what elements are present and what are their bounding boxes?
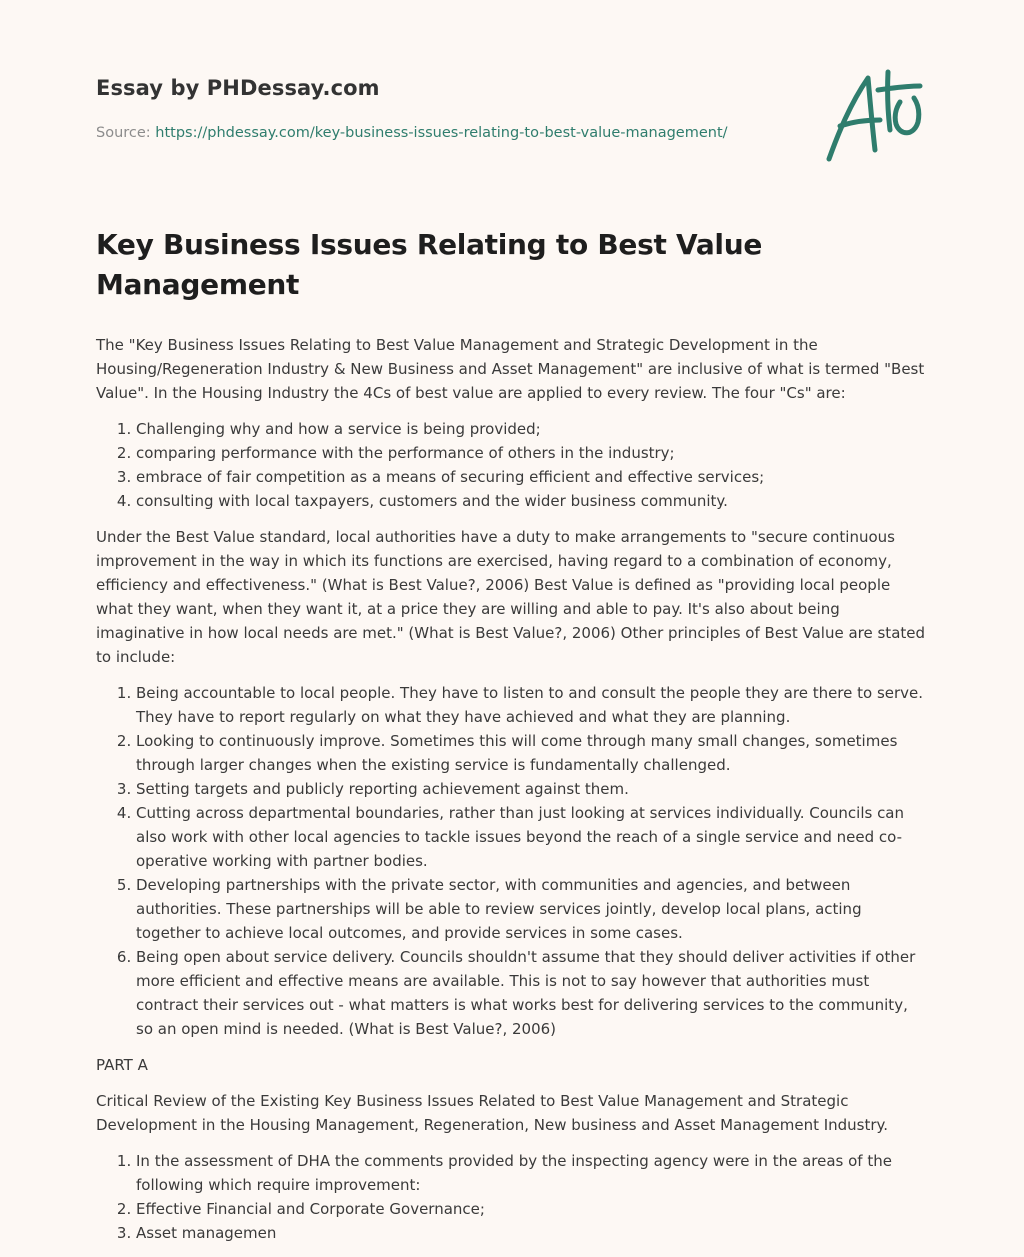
part-a-intro: Critical Review of the Existing Key Business Issues Related to Best Value Management and Strategic Development in the Housing Management, Regeneration, New business and Asset Management Industry. bbox=[96, 1092, 889, 1134]
list-item: 3. Setting targets and publicly reporting achievement against them. bbox=[136, 777, 928, 801]
list-item: 5. Developing partnerships with the private sector, with communities and agencies, and between authorities. These partnerships will be able to review services jointly, develop local plans, acting together to achieve local outcomes, and provide services in some cases. bbox=[136, 873, 928, 945]
list-item: 6. Being open about service delivery. Councils shouldn't assume that they should deliver activities if other more efficient and effective means are available. This is not to say however that authorities must contract their services out - what matters is what works best for delivering services to the community, so an open mind is needed. (What is Best Value?, 2006) bbox=[136, 945, 928, 1041]
list-item: 2. Looking to continuously improve. Sometimes this will come through many small changes, sometimes through larger changes when the existing service is fundamentally challenged. bbox=[136, 729, 928, 777]
source-line bbox=[96, 125, 728, 141]
four-cs-list bbox=[96, 417, 928, 513]
a-plus-grade-icon bbox=[818, 64, 928, 170]
principles-list bbox=[96, 681, 928, 1041]
part-a-list bbox=[96, 1149, 928, 1245]
source-link[interactable]: https://phdessay.com/key-business-issues-relating-to-best-value-management/ bbox=[155, 125, 728, 141]
part-a-heading: PART A bbox=[96, 1056, 148, 1074]
list-item: 2. comparing performance with the performance of others in the industry; bbox=[136, 441, 928, 465]
list-item: 4. consulting with local taxpayers, customers and the wider business community. bbox=[136, 489, 928, 513]
list-item: 1. In the assessment of DHA the comments provided by the inspecting agency were in the areas of the following which require improvement: bbox=[136, 1149, 928, 1197]
intro-paragraph: The "Key Business Issues Relating to Best Value Management and Strategic Development in the Housing/Regeneration Industry & New Business and Asset Management" are inclusive of what is termed "Best Value". In the Housing Industry the 4Cs of best value are applied to every review. The four "Cs" are: bbox=[96, 336, 925, 402]
list-item: 4. Cutting across departmental boundaries, rather than just looking at services individually. Councils can also work with other local agencies to tackle issues beyond the reach of a single service and need co-operative working with partner bodies. bbox=[136, 801, 928, 873]
best-value-paragraph: Under the Best Value standard, local authorities have a duty to make arrangements to "secure continuous improvement in the way in which its functions are exercised, having regard to a combination of economy, efficiency and effectiveness." (What is Best Value?, 2006) Best Value is defined as "providing local people what they want, when they want it, at a price they are willing and able to pay. It's also about being imaginative in how local needs are met." (What is Best Value?, 2006) Other principles of Best Value are stated to include: bbox=[96, 528, 926, 666]
list-item: 1. Challenging why and how a service is being provided; bbox=[136, 417, 928, 441]
list-item: 2. Effective Financial and Corporate Governance; bbox=[136, 1197, 928, 1221]
list-item: 3. embrace of fair competition as a means of securing efficient and effective services; bbox=[136, 465, 928, 489]
article-title: Key Business Issues Relating to Best Value Management bbox=[96, 228, 763, 301]
article bbox=[96, 225, 928, 1257]
site-title: Essay by PHDessay.com bbox=[96, 76, 380, 100]
source-label: Source: bbox=[96, 125, 156, 141]
list-item: 3. Asset managemen bbox=[136, 1221, 928, 1245]
list-item: 1. Being accountable to local people. They have to listen to and consult the people they are there to serve. They have to report regularly on what they have achieved and what they are planning. bbox=[136, 681, 928, 729]
